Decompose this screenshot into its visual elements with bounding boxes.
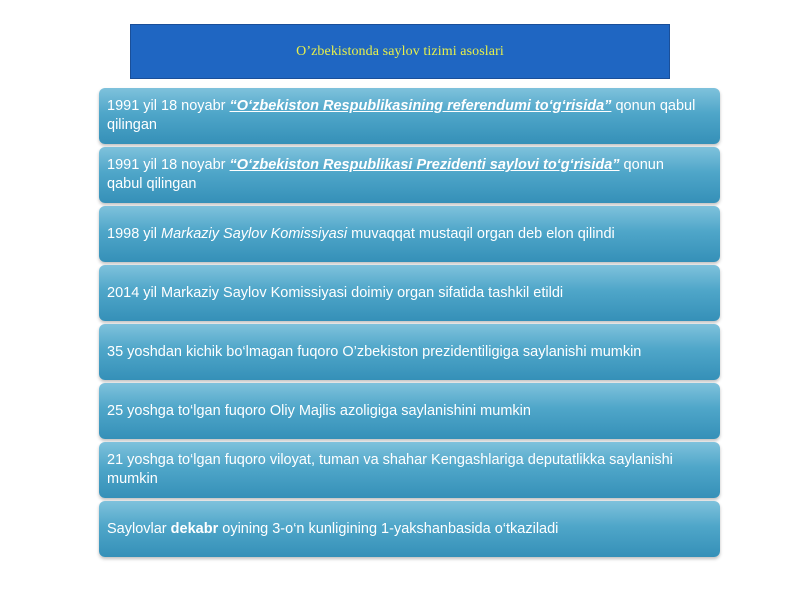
list-item [99,442,720,498]
list-item-text [107,156,696,194]
list-item-text: 25 yoshga to‘lgan fuqoro Oliy Majlis azoligiga saylanishini mumkin [107,402,531,419]
list-item-text [107,97,696,135]
list-item-text: 21 yoshga to‘lgan fuqoro viloyat, tuman va shahar Kengashlariga deputatlikka saylanishi mumkin [107,452,673,487]
list-item [99,383,720,439]
list-item [99,206,720,262]
list-item-text: 2014 yil Markaziy Saylov Komissiyasi doimiy organ sifatida tashkil etildi [107,284,564,301]
list-item-text [107,225,615,244]
law-title-link: “O‘zbekiston Respublikasi Prezidenti saylovi to‘g‘risida” [229,157,620,173]
title-banner [130,24,670,79]
item-prefix: 1998 yil [107,225,162,242]
list-item [99,147,720,203]
list-item-text: 35 yoshdan kichik bo‘lmagan fuqoro O’zbekiston prezidentiligiga saylanishi mumkin [107,343,642,360]
list-item-text [107,520,558,539]
item-prefix: 1991 yil 18 noyabr [107,157,230,173]
law-title-link: “O‘zbekiston Respublikasining referendumi to‘g‘risida” [229,98,612,114]
item-prefix: 1991 yil 18 noyabr [107,98,230,114]
item-suffix: oyining 3-o‘n kunligining 1-yakshanbasida o‘tkaziladi [218,520,559,537]
page-title: O’zbekistonda saylov tizimi asoslari [296,43,504,59]
facts-list [99,88,720,560]
item-suffix: qonun qabul qilingan [107,98,696,133]
list-item [99,501,720,557]
item-suffix: muvaqqat mustaqil organ deb elon qilindi [347,225,615,242]
item-prefix: Saylovlar [107,520,171,537]
item-bold: dekabr [170,520,219,537]
item-suffix: qonun qabul qilingan [107,157,664,192]
item-emphasis: Markaziy Saylov Komissiyasi [161,225,348,242]
list-item [99,324,720,380]
list-item [99,265,720,321]
list-item [99,88,720,144]
